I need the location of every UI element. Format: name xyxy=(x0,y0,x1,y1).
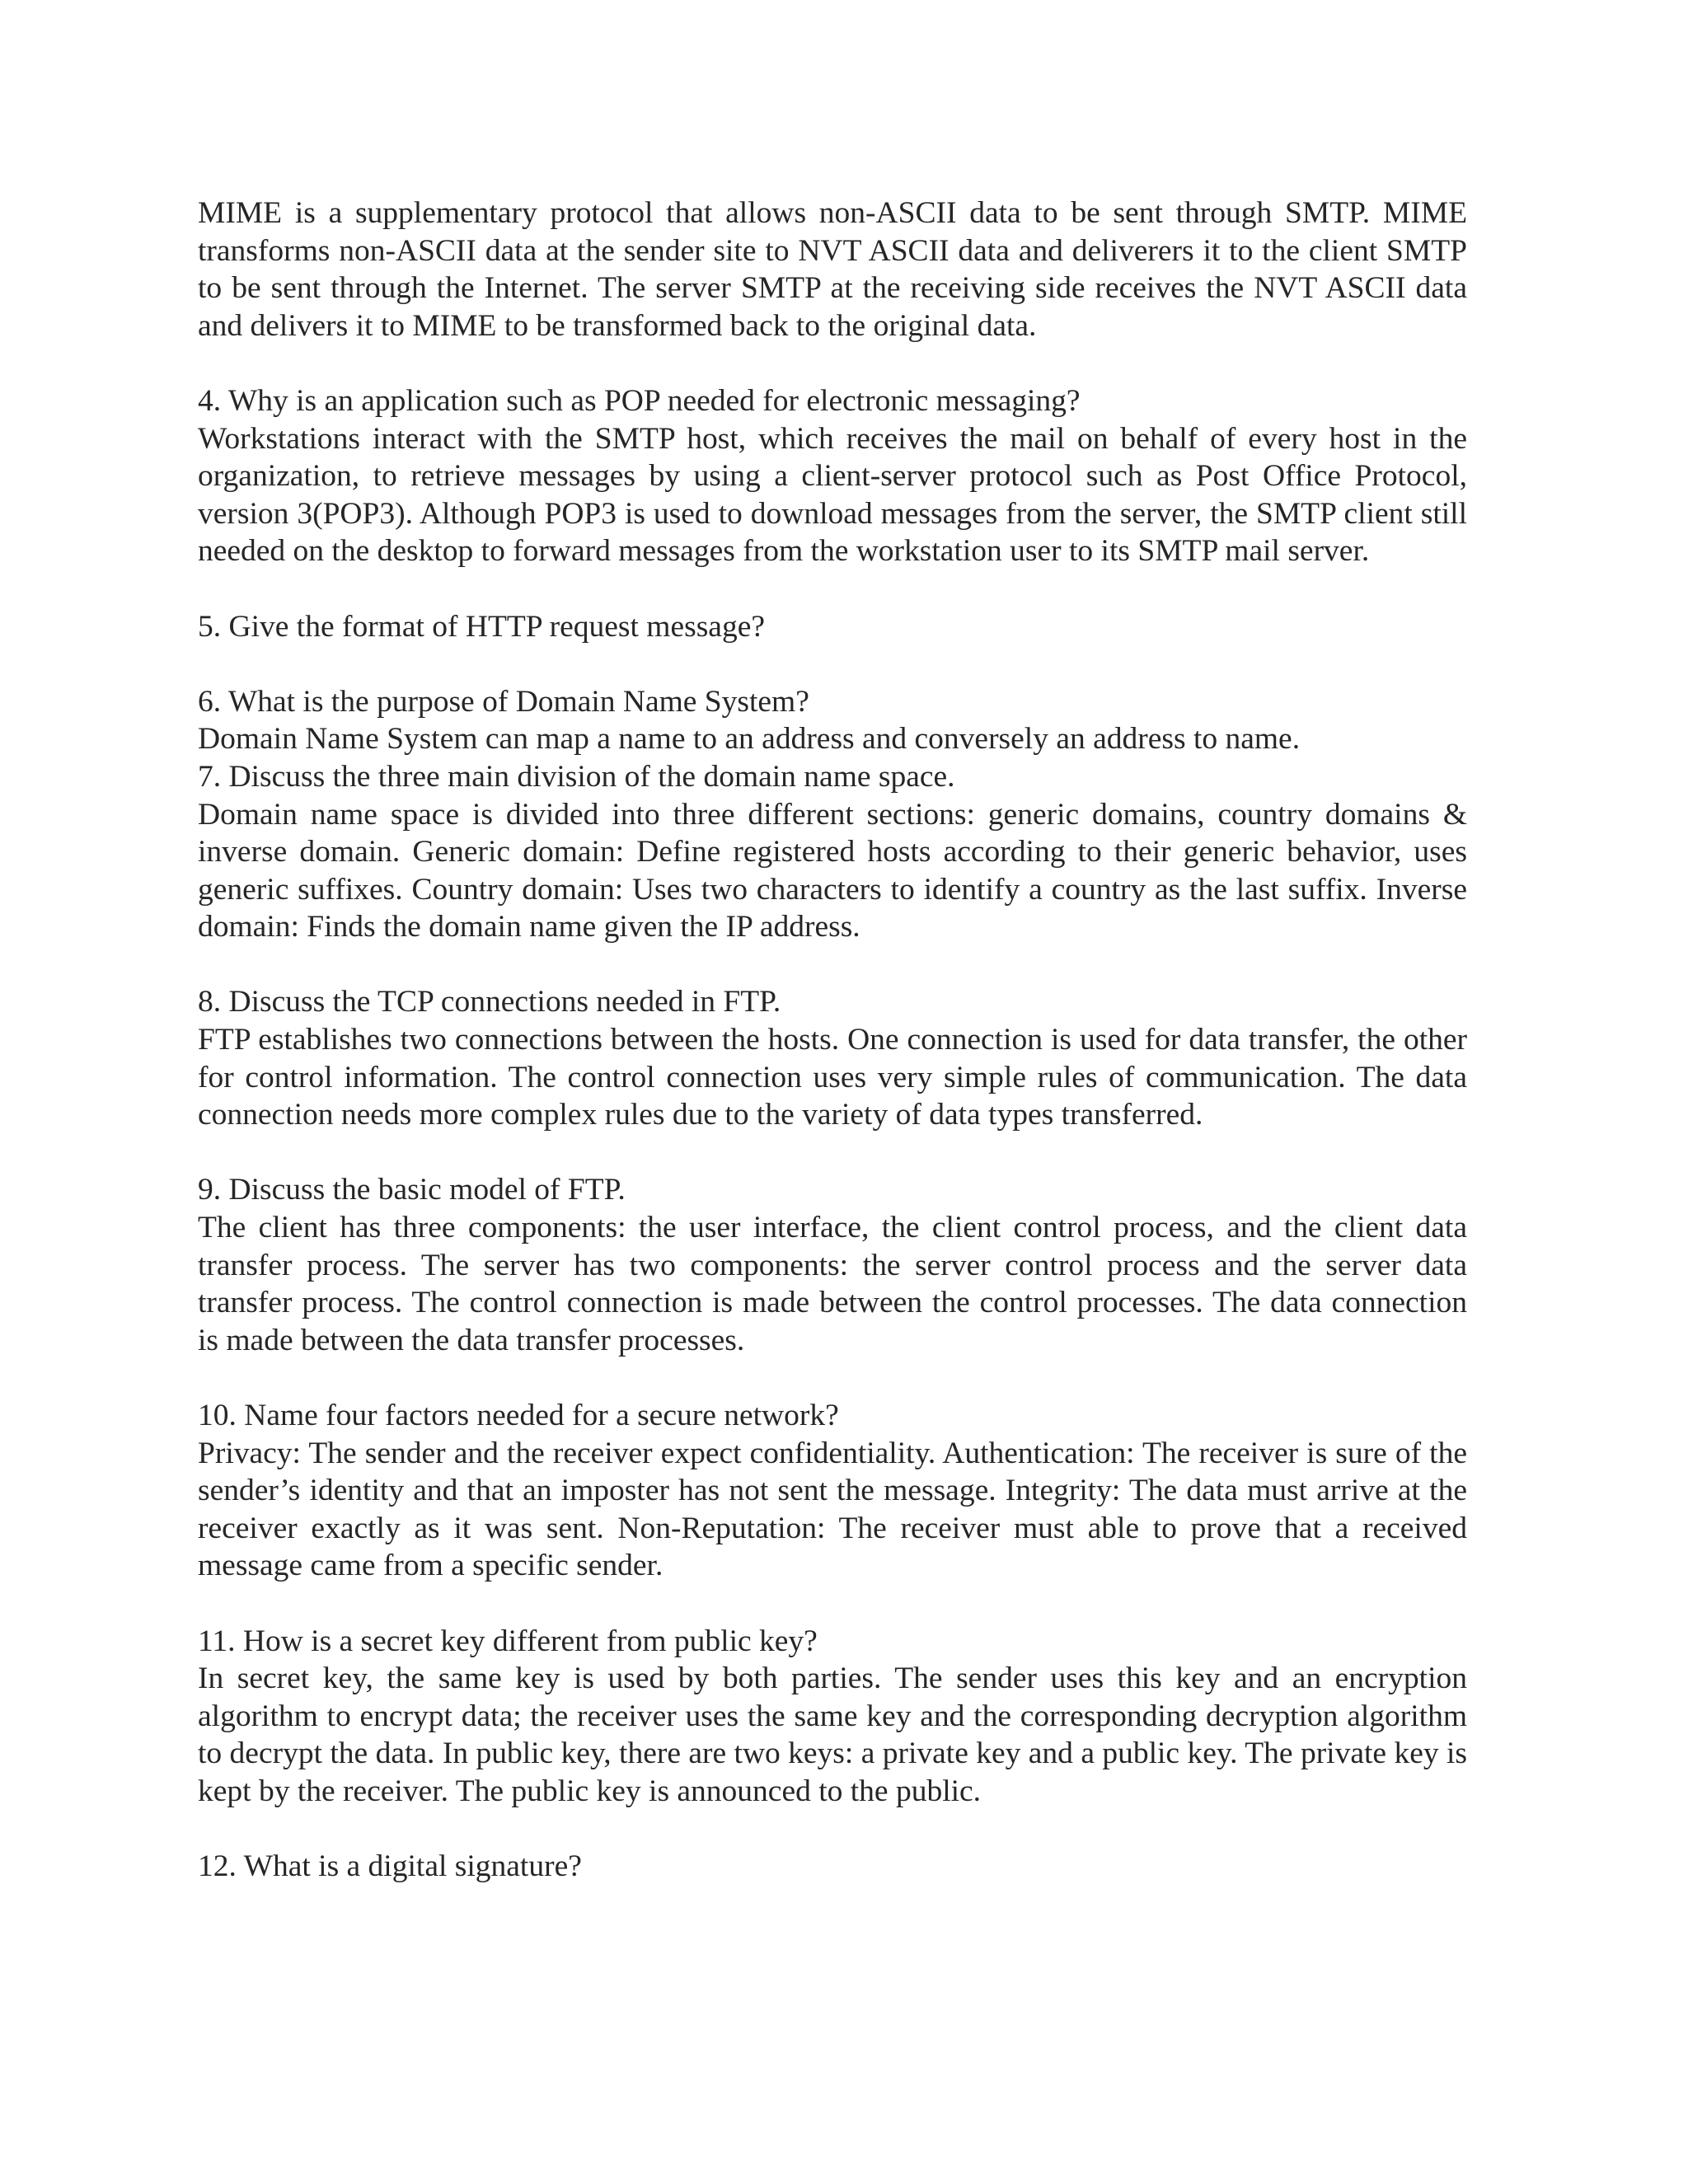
question-text: 9. Discuss the basic model of FTP. xyxy=(198,1173,626,1207)
question-text: 7. Discuss the three main division of the domain name space. xyxy=(198,759,955,794)
question-text: 11. How is a secret key different from public key? xyxy=(198,1624,818,1658)
question-block-12 xyxy=(198,1848,1467,1886)
mime-answer-block xyxy=(198,194,1467,344)
document-body xyxy=(198,194,1467,1886)
answer-text: Domain name space is divided into three different sections: generic domains, country domains & inverse domain. Generic domain: Define registered hosts according to their generic behavior, uses generic suffixes. Country domain: Uses two characters to identify a country as the last suffix. Inverse domain: Finds the domain name given the IP address. xyxy=(198,797,1467,944)
question-block-8 xyxy=(198,983,1467,1133)
question-block-7 xyxy=(198,758,1467,946)
answer-text: Workstations interact with the SMTP host, which receives the mail on behalf of every host in the organization, to retrieve messages by using a client-server protocol such as Post Office Protocol, version 3(POP3). Although POP3 is used to download messages from the server, the SMTP client still needed on the desktop to forward messages from the workstation user to its SMTP mail server. xyxy=(198,421,1467,569)
answer-text: Domain Name System can map a name to an address and conversely an address to name. xyxy=(198,722,1301,757)
question-text: 6. What is the purpose of Domain Name System? xyxy=(198,684,809,719)
answer-text: MIME is a supplementary protocol that allows non-ASCII data to be sent through SMTP. MIME transforms non-ASCII data at the sender site to NVT ASCII data and deliverers it to the client SMTP to be sent through the Internet. The server SMTP at the receiving side receives the NVT ASCII data and delivers it to MIME to be transformed back to the original data. xyxy=(198,196,1467,343)
question-text: 4. Why is an application such as POP needed for electronic messaging? xyxy=(198,383,1081,418)
answer-text: In secret key, the same key is used by both parties. The sender uses this key and an encryption algorithm to encrypt data; the receiver uses the same key and the corresponding decryption algorithm to decrypt the data. In public key, there are two keys: a private key and a public key. The private key is kept by the receiver. The public key is announced to the public. xyxy=(198,1661,1467,1808)
question-text: 12. What is a digital signature? xyxy=(198,1849,582,1884)
question-text: 10. Name four factors needed for a secure network? xyxy=(198,1399,839,1432)
question-block-11 xyxy=(198,1623,1467,1811)
question-block-6 xyxy=(198,683,1467,758)
answer-text: The client has three components: the user interface, the client control process, and the client data transfer process. The server has two components: the server control process and the server data transfer process. The control connection is made between the control processes. The data connection is made between the data transfer processes. xyxy=(198,1211,1467,1357)
question-block-9 xyxy=(198,1171,1467,1359)
question-block-4 xyxy=(198,382,1467,570)
answer-text: Privacy: The sender and the receiver expect confidentiality. Authentication: The receiver is sure of the sender’s identity and that an imposter has not sent the message. Integrity: The data must arrive at the receiver exactly as it was sent. Non-Reputation: The receiver must able to prove that a received message came from a specific sender. xyxy=(198,1436,1467,1583)
answer-text: FTP establishes two connections between the hosts. One connection is used for data transfer, the other for control information. The control connection uses very simple rules of communication. The data connection needs more complex rules due to the variety of data types transferred. xyxy=(198,1023,1467,1132)
question-text: 8. Discuss the TCP connections needed in FTP. xyxy=(198,985,781,1019)
question-text: 5. Give the format of HTTP request message? xyxy=(198,609,765,644)
question-block-5 xyxy=(198,608,1467,646)
question-block-10 xyxy=(198,1397,1467,1585)
